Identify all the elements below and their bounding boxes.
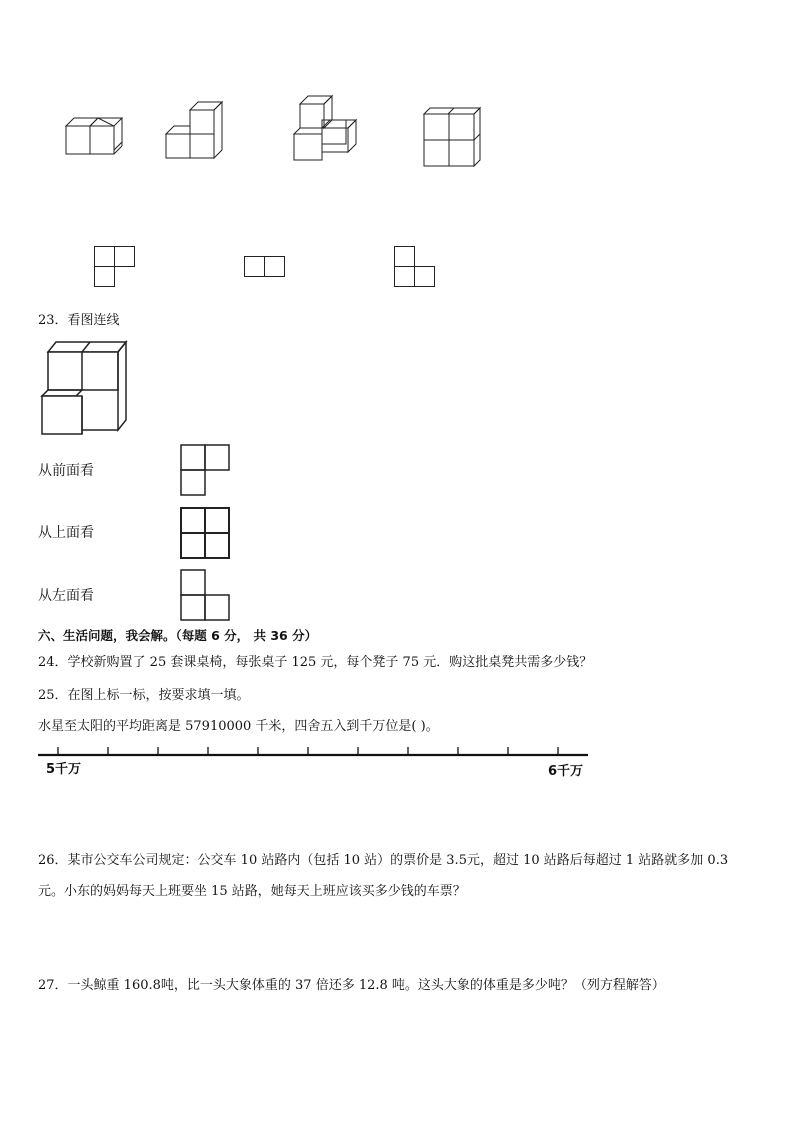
q26-line2: 元。小东的妈妈每天上班要坐 15 站路，她每天上班应该买多少钱的车票？ (38, 884, 466, 899)
cube-figure-3 (290, 94, 364, 164)
number-line-end-label: 6千万 (548, 764, 584, 779)
view-label-front: 从前面看 (38, 463, 94, 479)
view-shape-3 (394, 244, 438, 288)
q24-text: 24．学校新购置了 25 套课桌椅，每张桌子 125 元，每个凳子 75 元．购这批桌凳共需多少钱？ (38, 655, 593, 670)
q23-title: 23．看图连线 (38, 313, 120, 328)
q25-sub: 水星至太阳的平均距离是 57910000 千米，四舍五入到千万位是( )。 (38, 719, 439, 734)
q27-text: 27．一头鲸重 160.8吨，比一头大象体重的 37 倍还多 12.8 吨。这头大象的体重是多少吨？（列方程解答） (38, 978, 665, 993)
section6-heading: 六、生活问题，我会解。（每题 6 分， 共 36 分） (38, 628, 318, 643)
q23-solid-figure (38, 340, 130, 436)
number-line[interactable] (38, 742, 590, 762)
view-shape-1 (94, 244, 138, 288)
top-view-shape[interactable] (180, 507, 232, 561)
view-label-top: 从上面看 (38, 525, 94, 541)
q25-text: 25．在图上标一标，按要求填一填。 (38, 688, 250, 703)
number-line-start-label: 5千万 (46, 762, 82, 777)
cube-figure-4 (418, 106, 488, 170)
left-view-shape[interactable] (180, 569, 232, 623)
q26-line1: 26．某市公交车公司规定：公交车 10 站路内（包括 10 站）的票价是 3.5元，超过 10 站路后每超过 1 站路就多加 0.3 (38, 853, 729, 868)
view-label-left: 从左面看 (38, 588, 94, 604)
view-shape-2 (244, 256, 288, 280)
cube-figure-2 (162, 98, 232, 162)
front-view-shape[interactable] (180, 444, 232, 498)
cube-figure-1 (60, 110, 130, 160)
